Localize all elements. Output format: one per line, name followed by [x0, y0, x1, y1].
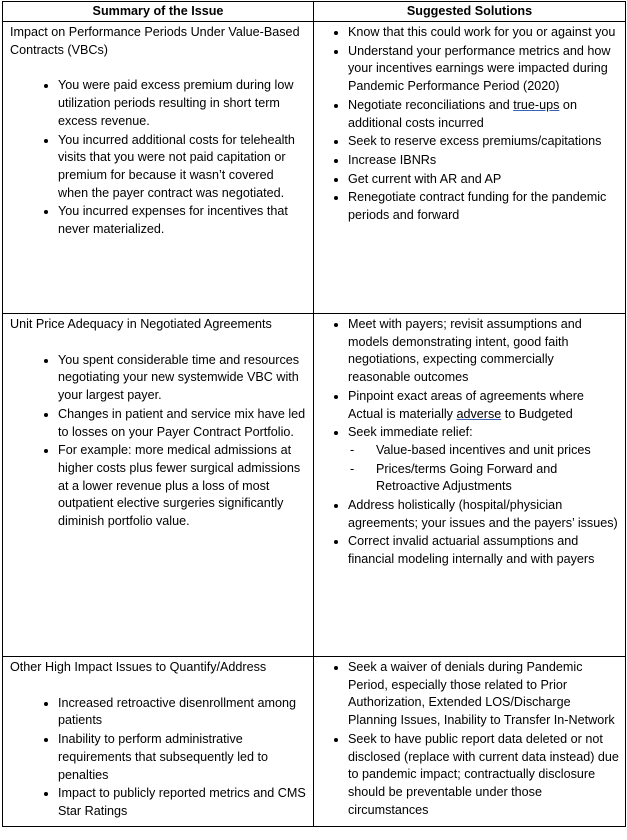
- solution-item: • Pinpoint exact areas of agreements where Actual is materially adverse to Budgeted: [348, 388, 619, 423]
- issue-cell: [3, 657, 314, 827]
- solution-item: • Seek to have public report data deleted or not disclosed (replace with current data instead) due to pandemic impact; contractually disclosure should be preventable under those circumstances: [348, 731, 619, 820]
- solution-item: • Seek a waiver of denials during Pandemic Period, especially those related to Prior Authorization, Extended LOS/Discharge Planning Issues, Inability to Transfer In-Network: [348, 659, 619, 730]
- issue-list: [10, 77, 307, 238]
- issue-item: • Inability to perform administrative requirements that subsequently led to penalties: [58, 731, 307, 784]
- solution-item: • Understand your performance metrics and how your incentives earnings were impacted during Pandemic Performance Period (2020): [348, 43, 619, 96]
- issue-cell: [3, 22, 314, 314]
- relief-subitem: - Prices/terms Going Forward and Retroactive Adjustments: [376, 461, 619, 496]
- solution-item: [348, 424, 619, 496]
- issue-item: • You were paid excess premium during low utilization periods resulting in short term excess revenue.: [58, 77, 307, 130]
- header-row: [3, 2, 626, 22]
- relief-subitem: - Value-based incentives and unit prices: [376, 442, 619, 460]
- solution-item: • Get current with AR and AP: [348, 171, 619, 189]
- table-row: [3, 22, 626, 314]
- summary-column-header: Summary of the Issue: [3, 2, 314, 22]
- solution-item: • Increase IBNRs: [348, 152, 619, 170]
- solution-cell: [314, 657, 626, 827]
- underlined-word: true-ups: [513, 97, 560, 112]
- solution-cell: [314, 314, 626, 657]
- solution-item: • Meet with payers; revisit assumptions and models demonstrating intent, good faith negotiations, expecting commercially reasonable outcomes: [348, 316, 619, 387]
- issues-solutions-table: [2, 1, 626, 827]
- issue-item: • You spent considerable time and resources negotiating your new systemwide VBC with your largest payer.: [58, 352, 307, 405]
- underlined-word: adverse: [456, 406, 502, 421]
- solution-item: • Know that this could work for you or against you: [348, 24, 619, 42]
- solution-item: • Address holistically (hospital/physician agreements; your issues and the payers’ issues): [348, 497, 619, 532]
- table-row: [3, 314, 626, 657]
- solution-list: [321, 24, 619, 225]
- solution-item: • Renegotiate contract funding for the pandemic periods and forward: [348, 189, 619, 224]
- relief-label: Seek immediate relief:: [348, 425, 473, 440]
- solutions-column-header: Suggested Solutions: [314, 2, 626, 22]
- issue-item: • You incurred expenses for incentives that never materialized.: [58, 203, 307, 238]
- solution-cell: [314, 22, 626, 314]
- table-row: [3, 657, 626, 827]
- issue-item: • You incurred additional costs for telehealth visits that you were not paid capitation or premium for because it wasn’t covered when the payer contract was negotiated.: [58, 132, 307, 203]
- issue-title: Impact on Performance Periods Under Value-Based Contracts (VBCs): [10, 25, 300, 57]
- solution-list: [321, 316, 619, 569]
- issue-cell: [3, 314, 314, 657]
- issue-item: • Impact to publicly reported metrics and CMS Star Ratings: [58, 785, 307, 820]
- solution-list: [321, 659, 619, 819]
- relief-sublist: [348, 442, 619, 496]
- issue-title: Unit Price Adequacy in Negotiated Agreements: [10, 317, 272, 331]
- issue-item: • Increased retroactive disenrollment among patients: [58, 695, 307, 730]
- solution-item: • Negotiate reconciliations and true-ups on additional costs incurred: [348, 97, 619, 132]
- solution-item: • Seek to reserve excess premiums/capitations: [348, 133, 619, 151]
- solution-item: • Correct invalid actuarial assumptions and financial modeling internally and with payers: [348, 533, 619, 568]
- issue-list: [10, 352, 307, 531]
- issue-item: • For example: more medical admissions at higher costs plus fewer surgical admissions at a lower revenue plus a loss of most outpatient elective surgeries significantly diminish portfolio value.: [58, 442, 307, 531]
- issue-title: Other High Impact Issues to Quantify/Address: [10, 660, 267, 674]
- issue-item: • Changes in patient and service mix have led to losses on your Payer Contract Portfolio.: [58, 406, 307, 441]
- issue-list: [10, 695, 307, 821]
